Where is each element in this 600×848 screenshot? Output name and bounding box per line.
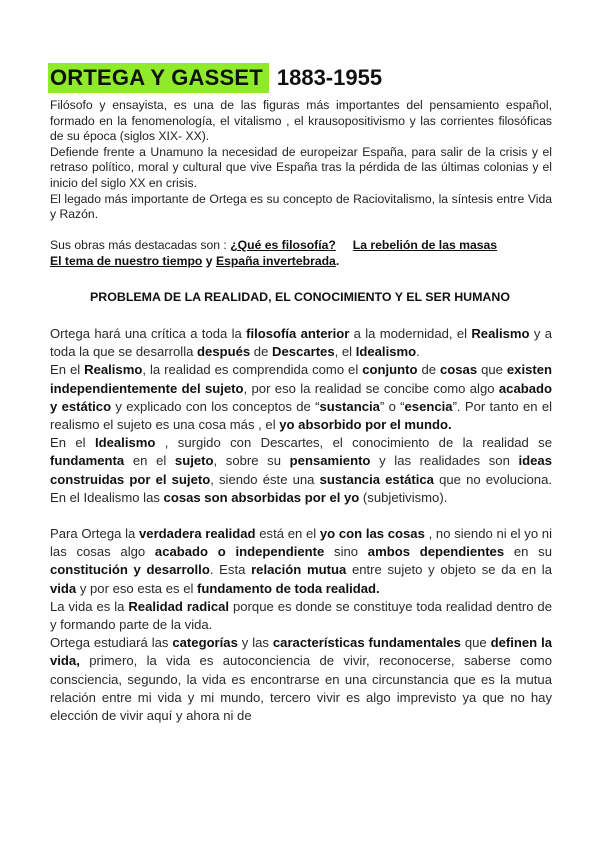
emphasis-text: fundamenta	[50, 453, 125, 469]
emphasis-text: existen independientemente del sujeto	[50, 362, 552, 396]
emphasis-text: vida	[50, 580, 77, 596]
author-name-highlight: ORTEGA Y GASSET	[48, 63, 269, 93]
emphasis-text: categorías	[172, 635, 238, 651]
emphasis-text: Idealismo	[355, 344, 417, 360]
work-title-1: ¿Qué es filosofía?	[230, 238, 336, 252]
emphasis-text: después	[197, 344, 251, 360]
body-paragraph-2: En el Realismo, la realidad es comprendida como el conjunto de cosas que existen independientemente del sujeto, por eso la realidad se concibe como algo acabado y estático y explicado con los conceptos de “sustancia” o “esencia”. Por tanto en el realismo el sujeto es una cosa más , el yo absorbido por el mundo.	[50, 362, 553, 433]
emphasis-text: sujeto	[174, 453, 214, 469]
works-list	[50, 237, 552, 269]
emphasis-text: verdadera realidad	[139, 526, 256, 542]
emphasis-text: Realismo	[471, 326, 530, 341]
emphasis-text: yo con las cosas	[319, 526, 425, 542]
emphasis-text: ambos dependientes	[367, 544, 505, 560]
emphasis-text: cosas son absorbidas por el yo	[163, 489, 360, 505]
emphasis-text: Idealismo	[94, 435, 156, 451]
emphasis-text: cosas	[439, 362, 478, 378]
intro-paragraph-2: Defiende frente a Unamuno la necesidad de europeizar España, para salir de la crisis y el retraso político, moral y cultural que vive España tras la pérdida de las últimas colonias y el inicio del siglo XX en crisis.	[50, 144, 552, 190]
body-paragraph-4: Para Ortega la verdadera realidad está en el yo con las cosas , no siendo ni el yo ni las cosas algo acabado o independiente sino ambos dependientes en su constitución y desarrollo. Esta relación mutua entre sujeto y objeto se da en la vida y por eso esta es el fundamento de toda realidad.	[50, 526, 553, 596]
works-lead: Sus obras más destacadas son :	[50, 238, 231, 252]
body-paragraph-3: En el Idealismo , surgido con Descartes, el conocimiento de la realidad se fundamenta en el sujeto, sobre su pensamiento y las realidades son ideas construidas por el sujeto, siendo éste una sustancia estática que no evoluciona. En el Idealismo las cosas son absorbidas por el yo (subjetivismo).	[50, 435, 553, 505]
work-title-3: El tema de nuestro tiempo	[50, 254, 203, 268]
emphasis-text: filosofía anterior	[246, 326, 350, 341]
emphasis-text: constitución y desarrollo	[50, 562, 210, 578]
intro-block	[50, 98, 552, 223]
works-end: .	[335, 254, 340, 268]
work-title-4: España invertebrada	[215, 254, 336, 268]
emphasis-text: fundamento de toda realidad.	[197, 580, 380, 596]
body-paragraph-5: La vida es la Realidad radical porque es donde se constituye toda realidad dentro de y formando parte de la vida.	[50, 598, 552, 633]
emphasis-text: Realidad radical	[128, 598, 230, 614]
emphasis-text: conjunto	[362, 362, 418, 378]
emphasis-text: esencia	[404, 398, 453, 414]
emphasis-text: Realismo	[84, 362, 143, 378]
intro-paragraph-1: Filósofo y ensayista, es una de las figuras más importantes del pensamiento español, formado en la fenomenología, el vitalismo , el krausopositivismo y las corrientes filosóficas de su época (siglos XIX- XX).	[50, 98, 552, 144]
paragraph-gap	[50, 507, 552, 525]
title-row	[48, 63, 382, 93]
section-heading: PROBLEMA DE LA REALIDAD, EL CONOCIMIENTO Y EL SER HUMANO	[90, 290, 510, 304]
body-text	[50, 325, 552, 725]
emphasis-text: acabado y estático	[50, 380, 552, 414]
work-title-2: La rebelión de las masas	[352, 238, 498, 252]
emphasis-text: definen la vida,	[50, 635, 552, 669]
emphasis-text: sustancia estática	[319, 471, 434, 487]
intro-paragraph-3: El legado más importante de Ortega es su concepto de Raciovitalismo, la síntesis entre Vida y Razón.	[50, 191, 552, 222]
emphasis-text: sustancia	[319, 398, 380, 414]
body-paragraph-6: Ortega estudiará las categorías y las características fundamentales que definen la vida, primero, la vida es autoconciencia de vivir, reconocerse, saberse como consciencia, segundo, la vida es encontrarse en una circunstancia que es la mutua relación entre mi vida y mi mundo, tercero vivir es algo imprevisto ya que no hay elección de vivir aquí y ahora ni de	[50, 635, 552, 724]
emphasis-text: ideas construidas por el sujeto	[50, 453, 552, 487]
body-paragraph-1: Ortega hará una crítica a toda la filosofía anterior a la modernidad, el Realismo y a toda la que se desarrolla después de Descartes, el Idealismo.	[50, 326, 552, 360]
emphasis-text: Descartes	[272, 344, 335, 360]
emphasis-text: acabado o independiente	[154, 544, 325, 560]
works-and: y	[202, 254, 216, 268]
emphasis-text: yo absorbido por el mundo.	[279, 417, 452, 433]
emphasis-text: características fundamentales	[272, 635, 461, 651]
emphasis-text: pensamiento	[289, 453, 371, 469]
emphasis-text: relación mutua	[251, 562, 347, 578]
author-years: 1883-1955	[276, 65, 383, 90]
